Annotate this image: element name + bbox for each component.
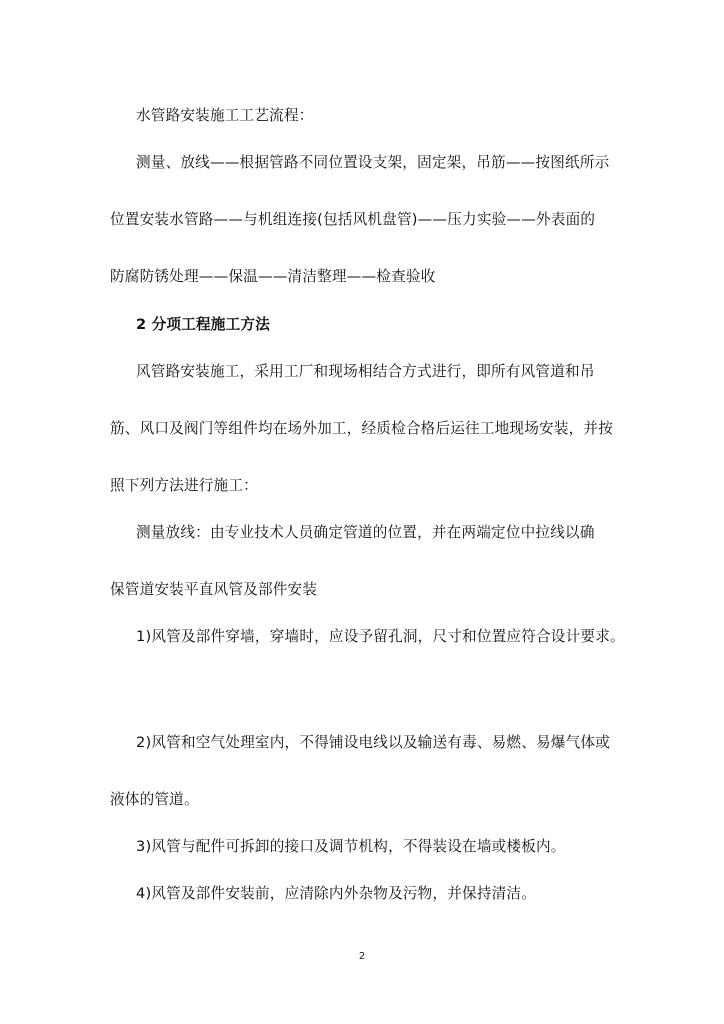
process-flow-line-2: 位置安装水管路——与机组连接(包括风机盘管)——压力实验——外表面的 bbox=[110, 211, 596, 228]
section-heading: 2 分项工程施工方法 bbox=[136, 316, 270, 333]
process-flow-line-3: 防腐防锈处理——保温——清洁整理——检查验收 bbox=[110, 268, 436, 285]
requirement-item-2-line-2: 液体的管道。 bbox=[110, 791, 199, 808]
duct-install-paragraph-line-1: 风管路安装施工，采用工厂和现场相结合方式进行，即所有风管道和吊 bbox=[136, 363, 595, 380]
duct-install-paragraph-line-2: 筋、风口及阀门等组件均在场外加工，经质检合格后运往工地现场安装，并按 bbox=[110, 420, 613, 437]
requirement-item-1: 1)风管及部件穿墙，穿墙时，应设予留孔洞，尺寸和位置应符合设计要求。 bbox=[136, 628, 625, 645]
requirement-item-3: 3)风管与配件可拆卸的接口及调节机构，不得装设在墙或楼板内。 bbox=[136, 838, 566, 855]
requirement-item-4: 4)风管及部件安装前，应清除内外杂物及污物，并保持清洁。 bbox=[136, 885, 537, 902]
requirement-item-2-line-1: 2)风管和空气处理室内，不得铺设电线以及输送有毒、易燃、易爆气体或 bbox=[136, 734, 610, 751]
process-flow-title: 水管路安装施工工艺流程： bbox=[136, 107, 314, 124]
survey-paragraph-line-1: 测量放线：由专业技术人员确定管道的位置，并在两端定位中拉线以确 bbox=[136, 524, 595, 541]
process-flow-line-1: 测量、放线——根据管路不同位置设支架，固定架，吊筋——按图纸所示 bbox=[136, 154, 610, 171]
survey-paragraph-line-2: 保管道安装平直风管及部件安装 bbox=[110, 581, 318, 598]
page-number: 2 bbox=[358, 951, 366, 962]
duct-install-paragraph-line-3: 照下列方法进行施工： bbox=[110, 477, 258, 494]
